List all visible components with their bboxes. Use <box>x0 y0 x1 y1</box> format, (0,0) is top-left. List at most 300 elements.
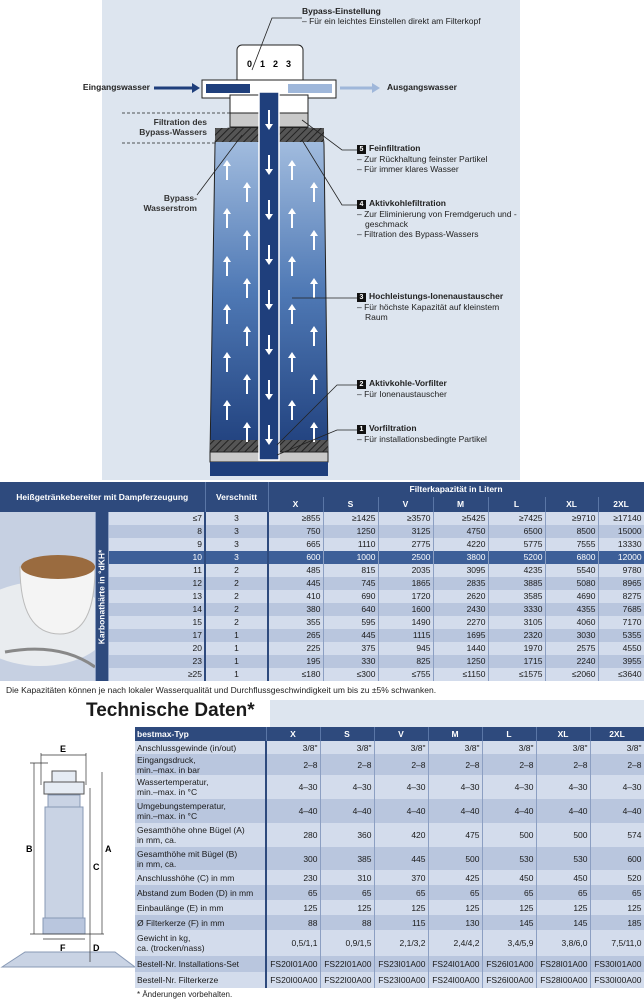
stage-5 <box>357 143 520 174</box>
capacity-cell: 5540 <box>545 564 598 577</box>
size-header-S: S <box>323 497 378 512</box>
tech-cell: 4–40 <box>320 799 374 823</box>
dim-b: B <box>26 844 33 854</box>
stage-2 <box>357 378 520 399</box>
capacity-cell: 745 <box>323 577 378 590</box>
stage-item-text: Für installationsbedingte Partikel <box>364 434 487 444</box>
capacity-cell: 1600 <box>378 603 433 616</box>
capacity-cell: 945 <box>378 642 433 655</box>
capacity-cell: 4235 <box>488 564 545 577</box>
tech-cell: 4–40 <box>590 799 644 823</box>
stage-title <box>357 291 520 302</box>
tech-cell: 65 <box>374 885 428 900</box>
tech-cell: 125 <box>590 900 644 915</box>
blend-cell: 2 <box>205 616 268 629</box>
tech-cell: FS28I00A00 <box>536 972 590 988</box>
tech-cell: 3/8" <box>590 741 644 754</box>
capacity-cell: 1490 <box>378 616 433 629</box>
size-header-V: V <box>378 497 433 512</box>
tech-cell: 4–30 <box>590 775 644 799</box>
tech-cell: 145 <box>482 915 536 930</box>
tech-cell: 3,4/5,9 <box>482 930 536 956</box>
tech-row-label: Bestell-Nr. Installations-Set <box>135 956 266 972</box>
capacity-cell: 5200 <box>488 551 545 564</box>
tech-cell: 2–8 <box>374 754 428 775</box>
capacity-cell: 1970 <box>488 642 545 655</box>
tech-cell: 385 <box>320 847 374 870</box>
capacity-cell: 2775 <box>378 538 433 551</box>
tech-cell: 2,4/4,2 <box>428 930 482 956</box>
capacity-cell: ≥3570 <box>378 512 433 525</box>
tech-row <box>135 754 644 775</box>
bypass-stream-label: Bypass-Wasserstrom <box>143 193 197 213</box>
stage-item: – Zur Eliminierung von Fremdgeruch und -geschmack <box>357 209 517 229</box>
tech-cell: 2–8 <box>536 754 590 775</box>
stage-item-text: Filtration des Bypass-Wassers <box>364 229 479 239</box>
hardness-cell: 13 <box>108 590 205 603</box>
tech-row <box>135 972 644 988</box>
tech-row <box>135 799 644 823</box>
tech-cell: FS20I00A00 <box>266 972 320 988</box>
capacity-cell: 2035 <box>378 564 433 577</box>
tech-cell: 125 <box>266 900 320 915</box>
hardness-cell: 12 <box>108 577 205 590</box>
capacity-cell: 1715 <box>488 655 545 668</box>
capacity-cell: 1440 <box>433 642 488 655</box>
capacity-cell: ≤1575 <box>488 668 545 681</box>
tech-cell: FS20I01A00 <box>266 956 320 972</box>
footnote: * Änderungen vorbehalten. <box>137 990 233 999</box>
capacity-cell: 4550 <box>598 642 644 655</box>
capacity-cell: 4220 <box>433 538 488 551</box>
tech-cell: FS24I00A00 <box>428 972 482 988</box>
tech-cell: 500 <box>536 823 590 847</box>
tech-cell: 530 <box>536 847 590 870</box>
tech-cell: 520 <box>590 870 644 885</box>
tech-size-header-2XL: 2XL <box>590 727 644 741</box>
tech-cell: 360 <box>320 823 374 847</box>
bypass-sub-text: Für ein leichtes Einstellen direkt am Filterkopf <box>309 16 481 26</box>
stage-number-badge: 2 <box>357 380 366 389</box>
hardness-label-text: Karbonathärte in °dKH* <box>96 549 106 644</box>
capacity-cell: 195 <box>268 655 323 668</box>
tech-cell: 115 <box>374 915 428 930</box>
filter-capacity-table <box>0 482 644 681</box>
blend-cell: 3 <box>205 538 268 551</box>
capacity-cell: 7555 <box>545 538 598 551</box>
capacity-cell: 2270 <box>433 616 488 629</box>
stage-title-text: Feinfiltration <box>369 143 421 153</box>
tech-row-label: Bestell-Nr. Filterkerze <box>135 972 266 988</box>
tech-cell: 3/8" <box>482 741 536 754</box>
tech-cell: 425 <box>428 870 482 885</box>
tech-row <box>135 775 644 799</box>
tech-cell: 4–40 <box>536 799 590 823</box>
hardness-axis-label <box>95 512 108 681</box>
tech-header-panel <box>270 700 644 727</box>
bypass-title: Bypass-Einstellung <box>302 6 381 16</box>
tech-cell: 420 <box>374 823 428 847</box>
capacity-cell: 665 <box>268 538 323 551</box>
tech-cell: 500 <box>482 823 536 847</box>
hardness-cell: 14 <box>108 603 205 616</box>
tech-cell: 600 <box>590 847 644 870</box>
capacity-cell: 640 <box>323 603 378 616</box>
stage-number-badge: 5 <box>357 145 366 154</box>
tech-cell: FS23I00A00 <box>374 972 428 988</box>
stage-item-text: Für Ionenaustauscher <box>364 389 447 399</box>
capacity-cell: 4750 <box>433 525 488 538</box>
dial-3: 3 <box>286 59 292 69</box>
tech-cell: 7,5/11,0 <box>590 930 644 956</box>
tech-cell: 280 <box>266 823 320 847</box>
tech-cell: 2–8 <box>320 754 374 775</box>
capacity-cell: 380 <box>268 603 323 616</box>
tech-row <box>135 823 644 847</box>
tech-cell: FS23I01A00 <box>374 956 428 972</box>
capacity-cell: 265 <box>268 629 323 642</box>
tech-cell: 4–30 <box>536 775 590 799</box>
coffee-cup-image <box>0 512 95 681</box>
hardness-cell: 20 <box>108 642 205 655</box>
capacity-cell: 600 <box>268 551 323 564</box>
stage-title <box>357 198 520 209</box>
capacity-cell: 8965 <box>598 577 644 590</box>
tech-title: Technische Daten* <box>86 700 255 721</box>
capacity-cell: 1115 <box>378 629 433 642</box>
tech-cell: 2–8 <box>428 754 482 775</box>
dim-d: D <box>93 943 100 953</box>
stage-item: – Zur Rückhaltung feinster Partikel <box>357 154 488 164</box>
header-blend: Verschnitt <box>205 482 268 512</box>
hardness-cell: 9 <box>108 538 205 551</box>
capacity-cell: 410 <box>268 590 323 603</box>
capacity-cell: ≥855 <box>268 512 323 525</box>
stage-item-text: Zur Rückhaltung feinster Partikel <box>364 154 488 164</box>
capacity-cell: ≥1425 <box>323 512 378 525</box>
hardness-cell: 17 <box>108 629 205 642</box>
capacity-cell: 3585 <box>488 590 545 603</box>
tech-cell: 500 <box>428 847 482 870</box>
tech-cell: FS30I00A00 <box>590 972 644 988</box>
blend-cell: 3 <box>205 512 268 525</box>
tech-size-header-L: L <box>482 727 536 741</box>
tech-cell: 4–40 <box>266 799 320 823</box>
bypass-filtration-label: Filtration des Bypass-Wassers <box>139 117 207 137</box>
tech-row-label: Abstand zum Boden (D) in mm <box>135 885 266 900</box>
capacity-cell: 1695 <box>433 629 488 642</box>
tech-cell: 130 <box>428 915 482 930</box>
tech-row-label: Ø Filterkerze (F) in mm <box>135 915 266 930</box>
capacity-cell: 225 <box>268 642 323 655</box>
tech-cell: 125 <box>482 900 536 915</box>
capacity-cell: 3105 <box>488 616 545 629</box>
capacity-cell: 3095 <box>433 564 488 577</box>
blend-cell: 1 <box>205 655 268 668</box>
stage-3 <box>357 291 520 322</box>
blend-cell: 2 <box>205 577 268 590</box>
hardness-cell: 10 <box>108 551 205 564</box>
tech-cell: 4–40 <box>482 799 536 823</box>
blend-cell: 3 <box>205 551 268 564</box>
hardness-cell: 8 <box>108 525 205 538</box>
tech-cell: FS26I01A00 <box>482 956 536 972</box>
capacity-cell: 750 <box>268 525 323 538</box>
tech-row <box>135 915 644 930</box>
stage-number-badge: 3 <box>357 293 366 302</box>
dim-c: C <box>93 862 100 872</box>
capacity-cell: 1110 <box>323 538 378 551</box>
blend-cell: 3 <box>205 525 268 538</box>
hardness-cell: ≤7 <box>108 512 205 525</box>
hardness-cell: 23 <box>108 655 205 668</box>
capacity-cell: 6800 <box>545 551 598 564</box>
capacity-cell: 6500 <box>488 525 545 538</box>
tech-row <box>135 930 644 956</box>
tech-cell: 3/8" <box>536 741 590 754</box>
capacity-cell: 3125 <box>378 525 433 538</box>
capacity-cell: 485 <box>268 564 323 577</box>
tech-cell: 88 <box>266 915 320 930</box>
tech-row-label: Anschlusshöhe (C) in mm <box>135 870 266 885</box>
capacity-cell: 5775 <box>488 538 545 551</box>
hardness-cell: ≥25 <box>108 668 205 681</box>
filter-cartridge-illustration <box>102 0 520 480</box>
capacity-cell: 445 <box>268 577 323 590</box>
capacity-cell: 3800 <box>433 551 488 564</box>
tech-row <box>135 956 644 972</box>
capacity-cell: 13330 <box>598 538 644 551</box>
tech-cell: 370 <box>374 870 428 885</box>
capacity-cell: 825 <box>378 655 433 668</box>
tech-cell: 145 <box>536 915 590 930</box>
capacity-cell: 8500 <box>545 525 598 538</box>
stage-item: – Filtration des Bypass-Wassers <box>357 229 479 239</box>
tech-row-label: Gesamthöhe ohne Bügel (A) in mm, ca. <box>135 823 266 847</box>
capacity-cell: ≤3640 <box>598 668 644 681</box>
tech-cell: 2–8 <box>590 754 644 775</box>
tech-row-label: Wassertemperatur, min.–max. in °C <box>135 775 266 799</box>
capacity-cell: 8275 <box>598 590 644 603</box>
blend-cell: 1 <box>205 642 268 655</box>
bypass-setting-label <box>302 6 502 26</box>
capacity-cell: 1250 <box>323 525 378 538</box>
dimension-drawing <box>0 720 140 1000</box>
capacity-cell: 7685 <box>598 603 644 616</box>
tech-cell: 3/8" <box>320 741 374 754</box>
tech-cell: 125 <box>374 900 428 915</box>
tech-row-label: Gewicht in kg, ca. (trocken/nass) <box>135 930 266 956</box>
capacity-cell: 595 <box>323 616 378 629</box>
tech-row-label: Eingangsdruck, min.–max. in bar <box>135 754 266 775</box>
tech-cell: FS22I01A00 <box>320 956 374 972</box>
tech-cell: 450 <box>482 870 536 885</box>
capacity-cell: 445 <box>323 629 378 642</box>
tech-cell: 2–8 <box>266 754 320 775</box>
tech-cell: 185 <box>590 915 644 930</box>
hardness-cell: 11 <box>108 564 205 577</box>
tech-cell: 450 <box>536 870 590 885</box>
header-device: Heißgetränkebereiter mit Dampferzeugung <box>0 482 205 512</box>
capacity-cell: ≤2060 <box>545 668 598 681</box>
stage-item-text: Für immer klares Wasser <box>364 164 459 174</box>
dim-f: F <box>60 943 66 953</box>
size-header-2XL: 2XL <box>598 497 644 512</box>
size-header-XL: XL <box>545 497 598 512</box>
blend-cell: 1 <box>205 668 268 681</box>
tech-cell: 0,5/1,1 <box>266 930 320 956</box>
capacity-cell: 3885 <box>488 577 545 590</box>
tech-cell: FS22I00A00 <box>320 972 374 988</box>
tech-cell: 4–40 <box>428 799 482 823</box>
tech-size-header-XL: XL <box>536 727 590 741</box>
tech-cell: 574 <box>590 823 644 847</box>
tech-cell: FS28I01A00 <box>536 956 590 972</box>
capacity-cell: 2500 <box>378 551 433 564</box>
tech-cell: 230 <box>266 870 320 885</box>
capacity-cell: 2320 <box>488 629 545 642</box>
tech-size-header-M: M <box>428 727 482 741</box>
capacity-cell: ≥9710 <box>545 512 598 525</box>
stage-item: – Für höchste Kapazität auf kleinstem Raum <box>357 302 500 322</box>
tech-cell: 125 <box>536 900 590 915</box>
stage-4 <box>357 198 520 239</box>
stage-number-badge: 4 <box>357 200 366 209</box>
filter-cutaway-diagram <box>82 0 520 480</box>
tech-row-label: Anschlussgewinde (in/out) <box>135 741 266 754</box>
tech-cell: 4–30 <box>428 775 482 799</box>
dial-2: 2 <box>273 59 279 69</box>
tech-cell: 125 <box>320 900 374 915</box>
tech-cell: 530 <box>482 847 536 870</box>
capacity-cell: ≤755 <box>378 668 433 681</box>
capacity-cell: 4355 <box>545 603 598 616</box>
capacity-cell: 330 <box>323 655 378 668</box>
tech-cell: 3/8" <box>266 741 320 754</box>
capacity-cell: 7170 <box>598 616 644 629</box>
capacity-cell: 1720 <box>378 590 433 603</box>
size-header-M: M <box>433 497 488 512</box>
capacity-cell: ≤1150 <box>433 668 488 681</box>
stage-title-text: Aktivkohlefiltration <box>369 198 446 208</box>
stage-title-text: Hochleistungs-Ionenaustauscher <box>369 291 504 301</box>
dim-e: E <box>60 744 67 754</box>
tech-cell: 65 <box>482 885 536 900</box>
capacity-cell: 2575 <box>545 642 598 655</box>
stage-title-text: Aktivkohle-Vorfilter <box>369 378 447 388</box>
capacity-cell: 3030 <box>545 629 598 642</box>
capacity-cell: 2835 <box>433 577 488 590</box>
tech-size-header-S: S <box>320 727 374 741</box>
capacity-cell: 1865 <box>378 577 433 590</box>
tech-cell: 4–30 <box>374 775 428 799</box>
capacity-cell: 375 <box>323 642 378 655</box>
stage-item-text: Zur Eliminierung von Fremdgeruch und -geschmack <box>364 209 517 229</box>
tech-row-label: Umgebungstemperatur, min.–max. in °C <box>135 799 266 823</box>
tech-row-label: Einbaulänge (E) in mm <box>135 900 266 915</box>
tech-row <box>135 847 644 870</box>
stage-title-text: Vorfiltration <box>369 423 417 433</box>
tech-cell: 4–40 <box>374 799 428 823</box>
capacity-cell: 9780 <box>598 564 644 577</box>
capacity-cell: 5355 <box>598 629 644 642</box>
tech-cell: 65 <box>320 885 374 900</box>
tech-cell: 3,8/6,0 <box>536 930 590 956</box>
blend-cell: 1 <box>205 629 268 642</box>
tech-cell: FS26I00A00 <box>482 972 536 988</box>
capacity-cell: ≤300 <box>323 668 378 681</box>
capacity-note: Die Kapazitäten können je nach lokaler Wasserqualität und Durchflussgeschwindigkeit um bis zu ±5% schwanken. <box>6 685 437 695</box>
capacity-cell: 3330 <box>488 603 545 616</box>
tech-cell: 4–30 <box>482 775 536 799</box>
tech-row <box>135 900 644 915</box>
blend-cell: 2 <box>205 564 268 577</box>
tech-cell: 4–30 <box>266 775 320 799</box>
tech-cell: 0,9/1,5 <box>320 930 374 956</box>
stage-title <box>357 143 520 154</box>
capacity-cell: 1250 <box>433 655 488 668</box>
tech-cell: 4–30 <box>320 775 374 799</box>
tech-cell: 300 <box>266 847 320 870</box>
stage-item: – Für immer klares Wasser <box>357 164 459 174</box>
tech-cell: 2,1/3,2 <box>374 930 428 956</box>
tech-cell: 3/8" <box>428 741 482 754</box>
capacity-cell: 4690 <box>545 590 598 603</box>
capacity-cell: ≤180 <box>268 668 323 681</box>
capacity-cell: 15000 <box>598 525 644 538</box>
tech-cell: 310 <box>320 870 374 885</box>
capacity-cell: 355 <box>268 616 323 629</box>
tech-row <box>135 885 644 900</box>
coffee-cup-icon <box>0 512 95 681</box>
capacity-cell: 12000 <box>598 551 644 564</box>
capacity-cell: 3955 <box>598 655 644 668</box>
bypass-sub: – Für ein leichtes Einstellen direkt am Filterkopf <box>302 16 481 26</box>
dial-1: 1 <box>260 59 266 69</box>
capacity-cell: ≥5425 <box>433 512 488 525</box>
tech-cell: 445 <box>374 847 428 870</box>
tech-cell: 65 <box>266 885 320 900</box>
blend-cell: 2 <box>205 590 268 603</box>
stage-title <box>357 423 520 434</box>
capacity-cell: 690 <box>323 590 378 603</box>
stage-item-text: Für höchste Kapazität auf kleinstem Raum <box>364 302 500 322</box>
stage-title <box>357 378 520 389</box>
tech-cell: 3/8" <box>374 741 428 754</box>
blend-cell: 2 <box>205 603 268 616</box>
dial-0: 0 <box>247 59 253 69</box>
tech-cell: 88 <box>320 915 374 930</box>
size-header-L: L <box>488 497 545 512</box>
capacity-cell: 1000 <box>323 551 378 564</box>
technical-data-table <box>135 727 644 988</box>
tech-type-header: bestmax-Typ <box>135 727 266 741</box>
capacity-cell: ≥7425 <box>488 512 545 525</box>
dim-a: A <box>105 844 112 854</box>
capacity-cell: 5080 <box>545 577 598 590</box>
tech-size-header-V: V <box>374 727 428 741</box>
capacity-cell: 4060 <box>545 616 598 629</box>
capacity-cell: 815 <box>323 564 378 577</box>
capacity-cell: 2240 <box>545 655 598 668</box>
stage-item: – Für installationsbedingte Partikel <box>357 434 487 444</box>
size-header-X: X <box>268 497 323 512</box>
tech-cell: FS30I01A00 <box>590 956 644 972</box>
tech-size-header-X: X <box>266 727 320 741</box>
header-capacity: Filterkapazität in Litern <box>268 482 644 497</box>
tech-row-label: Gesamthöhe mit Bügel (B) in mm, ca. <box>135 847 266 870</box>
stage-item: – Für Ionenaustauscher <box>357 389 447 399</box>
